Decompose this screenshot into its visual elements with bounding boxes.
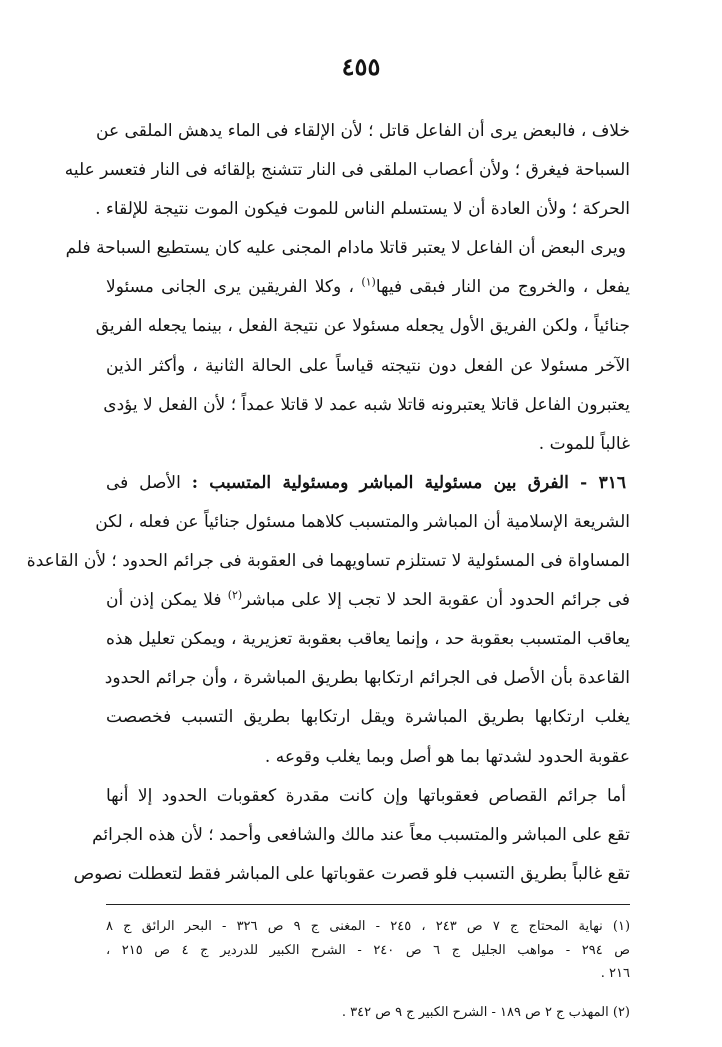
footnote-ref-1: (١) <box>361 275 376 289</box>
text-line: يعاقب المتسبب بعقوبة حد ، وإنما يعاقب بعقوبة تعزيرية ، ويمكن تعليل هذه <box>106 629 630 650</box>
section-heading: ٣١٦ - الفرق بين مسئولية المباشر ومسئولية المتسبب : <box>191 472 626 493</box>
section-heading-line <box>106 464 630 503</box>
text-fragment: فلا يمكن إذن أن <box>106 590 228 611</box>
footnotes <box>106 915 630 1024</box>
text-line: السباحة فيغرق ؛ ولأن أعصاب الملقى فى النار تتشنج بإلقائه فى النار فتعسر عليه <box>64 160 630 181</box>
text-line: الحركة ؛ ولأن العادة أن لا يستسلم الناس للموت فيكون الموت نتيجة للإلقاء . <box>95 199 630 220</box>
text-line: جنائياً ، ولكن الفريق الأول يجعله مسئولا عن نتيجة الفعل ، بينما يجعله الفريق <box>95 316 630 337</box>
text-line <box>106 268 630 307</box>
footnote-divider <box>106 904 630 905</box>
text-line: عقوبة الحدود لشدتها بما هو أصل وبما يغلب وقوعه . <box>264 746 630 767</box>
text-line: المساواة فى المسئولية لا تستلزم تساويهما فى العقوبة فى جرائم الحدود ؛ لأن القاعدة <box>26 551 630 572</box>
text-line: تقع غالباً بطريق التسبب فلو قصرت عقوباتها على المباشر فقط لتعطلت نصوص <box>73 863 630 884</box>
text-line: يعتبرون الفاعل قاتلا يعتبرونه قاتلا شبه عمد لا قاتلا عمداً ؛ لأن الفعل لا يؤدى <box>103 394 630 415</box>
footnote-ref-2: (٢) <box>227 588 243 602</box>
text-line: الشريعة الإسلامية أن المباشر والمتسبب كلاهما مسئول جنائياً عن فعله ، لكن <box>95 511 630 532</box>
text-line: أما جرائم القصاص فعقوباتها وإن كانت مقدرة كعقوبات الحدود إلا أنها <box>106 785 626 806</box>
footnote-line: ٢١٦ . <box>600 966 630 981</box>
text-line: يغلب ارتكابها بطريق المباشرة ويقل ارتكابها بطريق التسبب فخصصت <box>106 707 630 728</box>
text-line: تقع على المباشر والمتسبب معاً عند مالك والشافعى وأحمد ؛ لأن هذه الجرائم <box>92 824 630 845</box>
text-line: ويرى البعض أن الفاعل لا يعتبر قاتلا مادام المجنى عليه كان يستطيع السباحة فلم <box>65 238 626 259</box>
text-line <box>106 581 630 620</box>
text-fragment: ، وكلا الفريقين يرى الجانى مسئولا <box>106 277 362 298</box>
text-line: غالباً للموت . <box>538 433 630 454</box>
text-fragment: الأصل فى <box>106 472 192 493</box>
page-number: ٤٥٥ <box>341 52 381 81</box>
text-line: الآخر مسئولا عن الفعل دون نتيجته قياساً على الحالة الثانية ، وأكثر الذين <box>106 355 630 376</box>
text-fragment: فى جرائم الحدود أن عقوبة الحد لا تجب إلا على مباشر <box>242 590 630 611</box>
footnote-line: (٢) المهذب ج ٢ ص ١٨٩ - الشرح الكبير ج ٩ ص ٣٤٢ . <box>341 1004 630 1020</box>
text-line: القاعدة بأن الأصل فى الجرائم ارتكابها بطريق المباشرة ، وأن جرائم الحدود <box>104 668 630 689</box>
text-fragment: يفعل ، والخروج من النار فبقى فيها <box>375 277 630 298</box>
footnote-line: ص ٢٩٤ - مواهب الجليل ج ٦ ص ٢٤٠ - الشرح الكبير للدردير ج ٤ ص ٢١٥ ، <box>106 942 630 958</box>
footnote-line: (١) نهاية المحتاج ج ٧ ص ٢٤٣ ، ٢٤٥ - المغنى ج ٩ ص ٣٢٦ - البحر الرائق ج ٨ <box>106 919 631 934</box>
text-line: خلاف ، فالبعض يرى أن الفاعل قاتل ؛ لأن الإلقاء فى الماء يدهش الملقى عن <box>96 121 630 141</box>
main-text <box>26 112 630 894</box>
